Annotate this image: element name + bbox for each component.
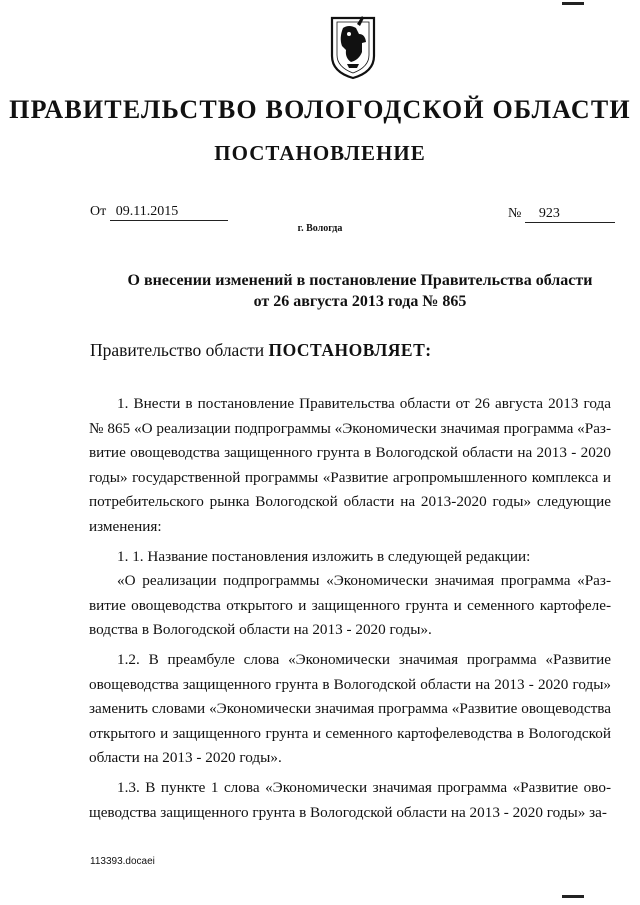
subject-line-1: О внесении изменений в постановление Правительства области	[127, 272, 593, 289]
scan-mark-bottom	[562, 895, 584, 898]
preamble-text: Правительство области	[90, 340, 265, 360]
file-code: 113393.docaei	[90, 856, 155, 867]
number-value: 923	[525, 206, 615, 223]
city-label: г. Вологда	[297, 223, 343, 234]
document-subject	[120, 270, 600, 312]
document-type: ПОСТАНОВЛЕНИЕ	[214, 141, 426, 165]
date-prefix: От	[90, 204, 107, 219]
paragraph-1-2: 1.2. В преамбуле слова «Экономически значимая программа «Развитие овощеводства защищенного грунта в Вологодской области на 2013 - 2020 годы» заменить словами «Экономически значимая программа «Развитие овощеводства открытого и защищенного грунта и семенного картофелеводства в Вологодской области на 2013 - 2020 годы».	[89, 650, 611, 767]
org-title: ПРАВИТЕЛЬСТВО ВОЛОГОДСКОЙ ОБЛАСТИ	[9, 95, 631, 124]
paragraph-quote: «О реализации подпрограммы «Экономически значимая программа «Развитие овощеводства открытого и защищенного грунта и семенного картофелеводства в Вологодской области на 2013 - 2020 годы».	[89, 572, 611, 639]
subject-line-2: от 26 августа 2013 года № 865	[253, 293, 467, 310]
date-value: 09.11.2015	[110, 204, 228, 221]
document-body	[89, 392, 611, 825]
scan-mark-top	[562, 2, 584, 5]
preamble-verb: ПОСТАНОВЛЯЕТ:	[268, 340, 432, 360]
paragraph-1-1: 1. 1. Название постановления изложить в следующей редакции:	[117, 547, 531, 565]
document-date	[90, 204, 228, 221]
paragraph-1-3: 1.3. В пункте 1 слова «Экономически значимая программа «Развитие овощеводства защищенного грунта в Вологодской области на 2013 - 2020 годы» за-	[89, 778, 611, 821]
coat-of-arms-icon	[329, 12, 377, 80]
document-number	[508, 206, 615, 223]
paragraph-1: 1. Внести в постановление Правительства области от 26 августа 2013 года № 865 «О реализации подпрограммы «Экономически значимая программа «Развитие овощеводства защищенного грунта в Вологодской области на 2013 - 2020 годы» государственной программы «Развитие агропромышленного комплекса и потребительского рынка Вологодской области на 2013-2020 годы» следующие изменения:	[89, 395, 611, 535]
preamble	[90, 340, 432, 361]
number-prefix: №	[508, 206, 522, 221]
